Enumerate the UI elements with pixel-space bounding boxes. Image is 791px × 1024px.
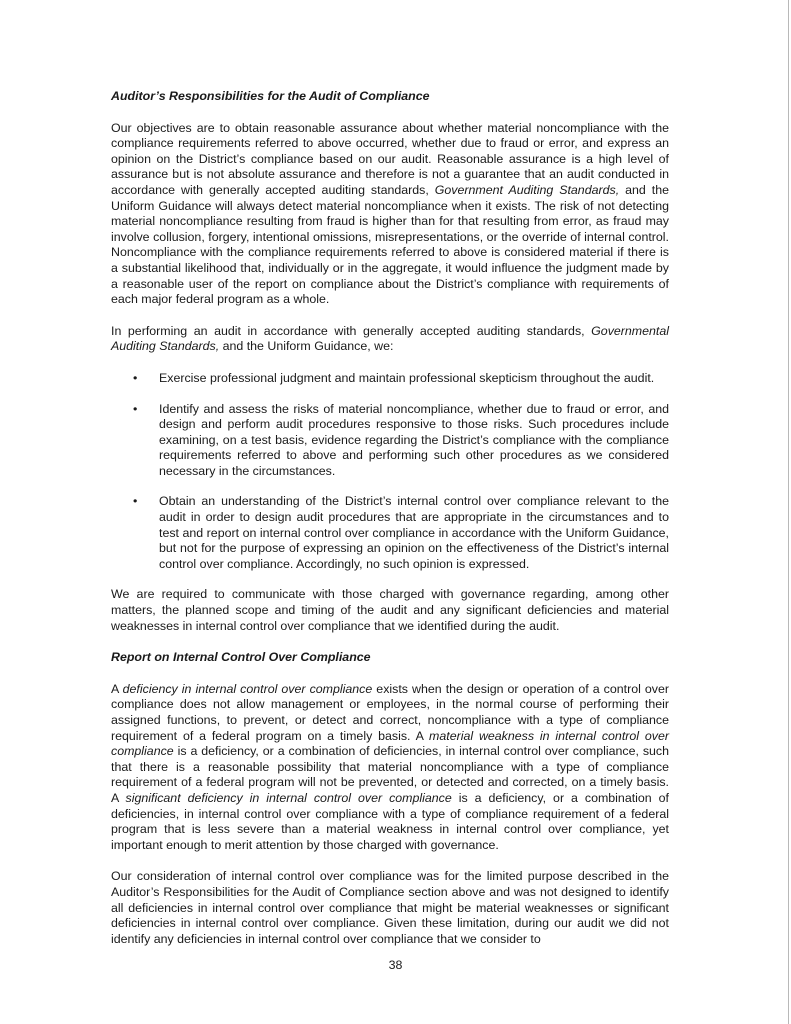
procedures-list bbox=[111, 371, 669, 573]
paragraph-objectives: Our objectives are to obtain reasonable assurance about whether material noncompliance with the compliance requirements referred to above occurred, whether due to fraud or error, and express an opinion on the District’s compliance based on our audit. Reasonable assurance is a high level of assurance but is not absolute assurance and therefore is not a guarantee that an audit conducted in accordance with generally accepted auditing standards, Government Auditing Standards, and the Uniform Guidance will always detect material noncompliance when it exists. The risk of not detecting material noncompliance resulting from fraud is higher than for that resulting from error, as fraud may involve collusion, forgery, intentional omissions, misrepresentations, or the override of internal control. Noncompliance with the compliance requirements referred to above is considered material if there is a substantial likelihood that, individually or in the aggregate, it would influence the judgment made by a reasonable user of the report on compliance about the District’s compliance with requirements of each major federal program as a whole. bbox=[111, 120, 669, 307]
bullet-icon: • bbox=[133, 370, 138, 385]
bullet-icon: • bbox=[133, 494, 138, 509]
list-item: • Obtain an understanding of the District’s internal control over compliance relevant to the audit in order to design audit procedures that are appropriate in the circumstances and to test and report on internal control over compliance in accordance with the Uniform Guidance, but not for the purpose of expressing an opinion on the effectiveness of the District’s internal control over compliance. Accordingly, no such opinion is expressed. bbox=[133, 494, 669, 571]
paragraph-performing-audit: In performing an audit in accordance with generally accepted auditing standards, Governmental Auditing Standards, and the Uniform Guidance, we: bbox=[111, 323, 669, 354]
page-number: 38 bbox=[388, 958, 403, 972]
paragraph-communicate: We are required to communicate with those charged with governance regarding, among other matters, the planned scope and timing of the audit and any significant deficiencies and material weaknesses in internal control over compliance that we identified during the audit. bbox=[111, 587, 669, 633]
paragraph-consideration: Our consideration of internal control over compliance was for the limited purpose described in the Auditor’s Responsibilities for the Audit of Compliance section above and was not designed to identify all deficiencies in internal control over compliance that might be material weaknesses or significant deficiencies in internal control over compliance. Given these limitation, during our audit we did not identify any deficiencies in internal control over compliance that we consider to bbox=[111, 869, 669, 946]
list-item: • Identify and assess the risks of material noncompliance, whether due to fraud or error, and design and perform audit procedures responsive to those risks. Such procedures include examining, on a test basis, evidence regarding the District’s compliance with the compliance requirements referred to above and performing such other procedures as we considered necessary in the circumstances. bbox=[133, 401, 669, 478]
paragraph-deficiency-definitions: A deficiency in internal control over compliance exists when the design or operation of a control over compliance does not allow management or employees, in the normal course of performing their assigned functions, to prevent, or detect and correct, noncompliance with a type of compliance requirement of a federal program on a timely basis. A material weakness in internal control over compliance is a deficiency, or a combination of deficiencies, in internal control over compliance, such that there is a reasonable possibility that material noncompliance with a type of compliance requirement of a federal program will not be prevented, or detected and corrected, on a timely basis. A significant deficiency in internal control over compliance is a deficiency, or a combination of deficiencies, in internal control over compliance with a type of compliance requirement of a federal program that is less severe than a material weakness in internal control over compliance, yet important enough to merit attention by those charged with governance. bbox=[111, 681, 669, 852]
section-heading-internal-control: Report on Internal Control Over Compliance bbox=[111, 650, 371, 665]
section-heading-auditor-responsibilities: Auditor’s Responsibilities for the Audit of Compliance bbox=[111, 89, 430, 103]
page-edge-line bbox=[788, 0, 789, 1024]
document-page bbox=[111, 89, 669, 947]
list-item: • Exercise professional judgment and maintain professional skepticism throughout the audit. bbox=[133, 370, 655, 385]
bullet-icon: • bbox=[133, 401, 138, 416]
